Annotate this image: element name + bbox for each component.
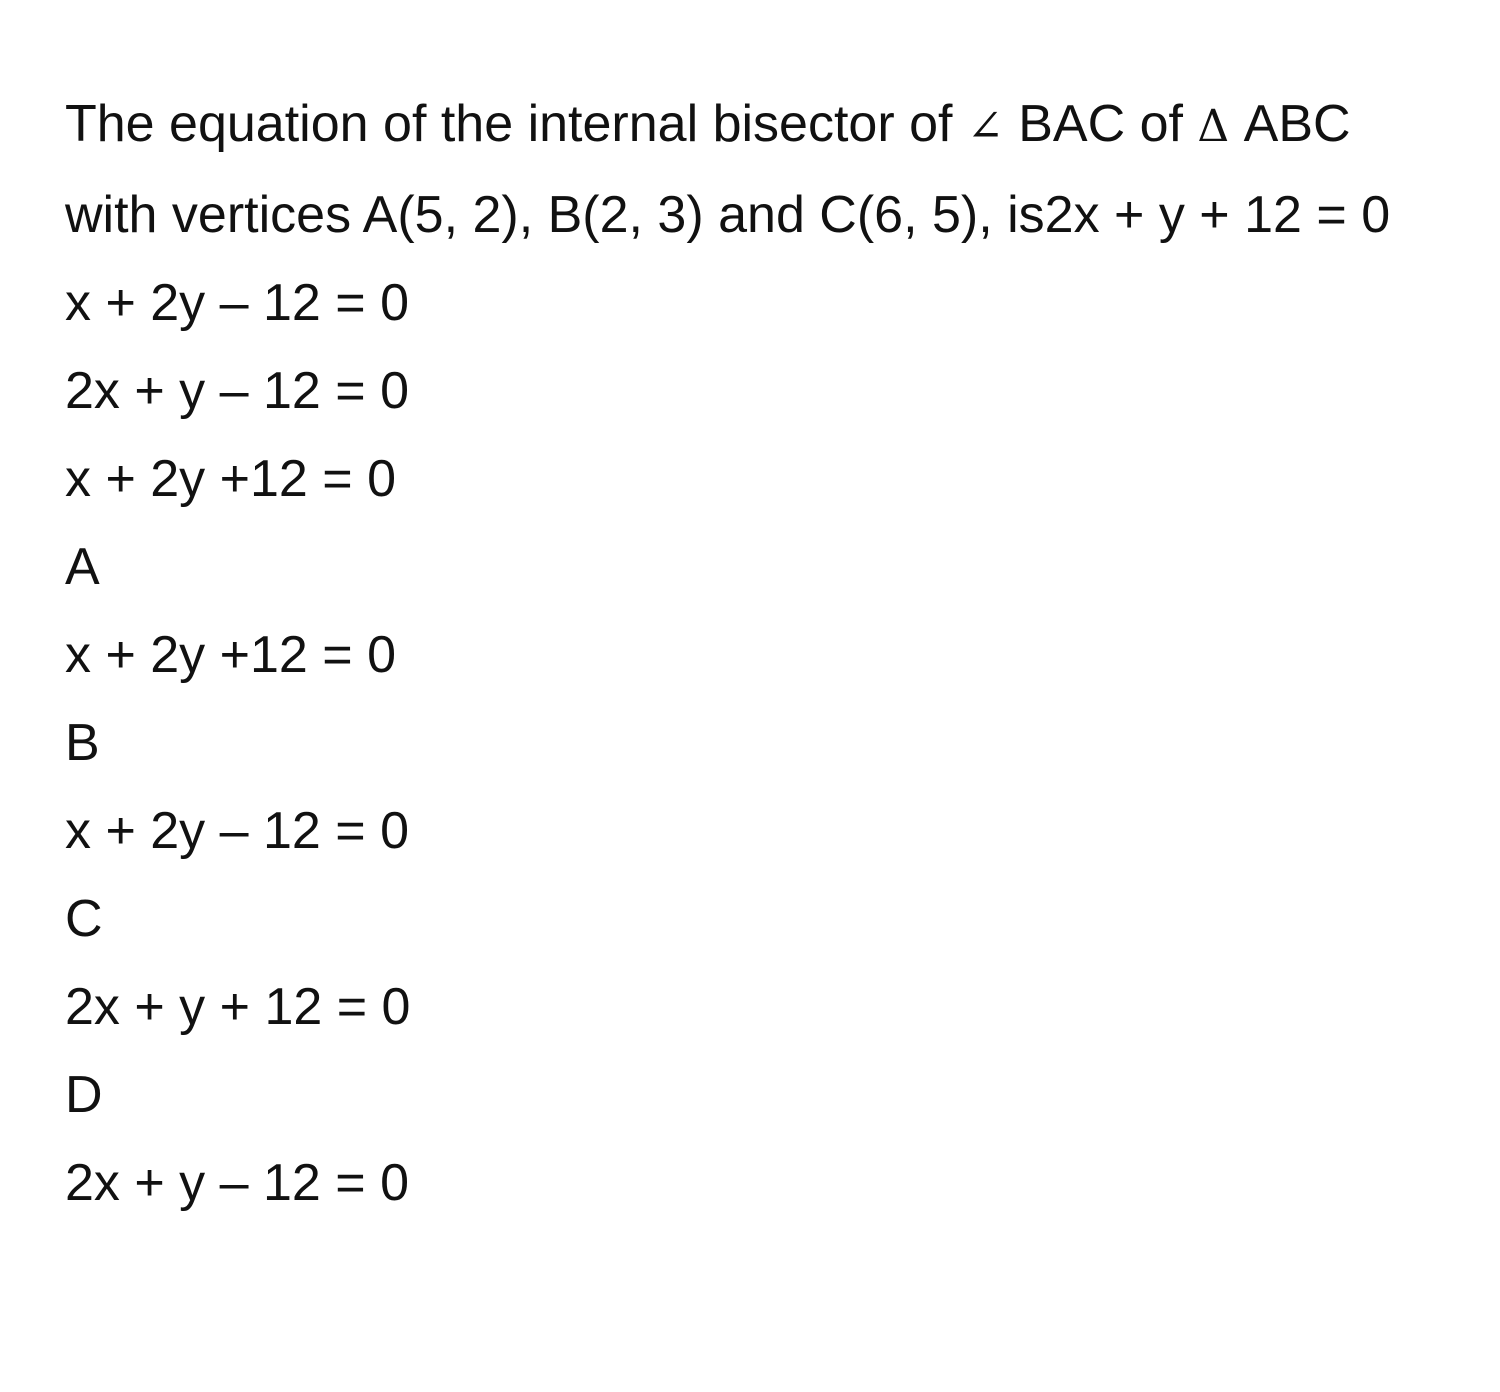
question-text-start: The equation of the internal bisector of [65, 95, 967, 153]
option-text-d[interactable]: 2x + y – 12 = 0 [65, 1154, 410, 1212]
question-text [65, 80, 1445, 259]
option-text-c[interactable]: 2x + y + 12 = 0 [65, 978, 411, 1036]
triangle-symbol: Δ [1197, 101, 1230, 152]
inline-choice: x + 2y +12 = 0 [65, 450, 397, 508]
option-letter-c: C [65, 890, 103, 948]
question-text-middle: BAC of [1003, 95, 1198, 153]
option-letter-d: D [65, 1066, 103, 1124]
angle-symbol: ∠ [966, 101, 1004, 152]
inline-choice: x + 2y – 12 = 0 [65, 274, 410, 332]
inline-choice: 2x + y – 12 = 0 [65, 362, 410, 420]
option-text-b[interactable]: x + 2y – 12 = 0 [65, 802, 410, 860]
option-letter-a: A [65, 538, 100, 596]
option-letter-b: B [65, 714, 100, 772]
question-text-end: ABC with vertices A(5, 2), B(2, 3) and C(6, 5), is2x + y + 12 = 0 [65, 95, 1391, 244]
question-block [65, 80, 1445, 1227]
option-text-a[interactable]: x + 2y +12 = 0 [65, 626, 397, 684]
